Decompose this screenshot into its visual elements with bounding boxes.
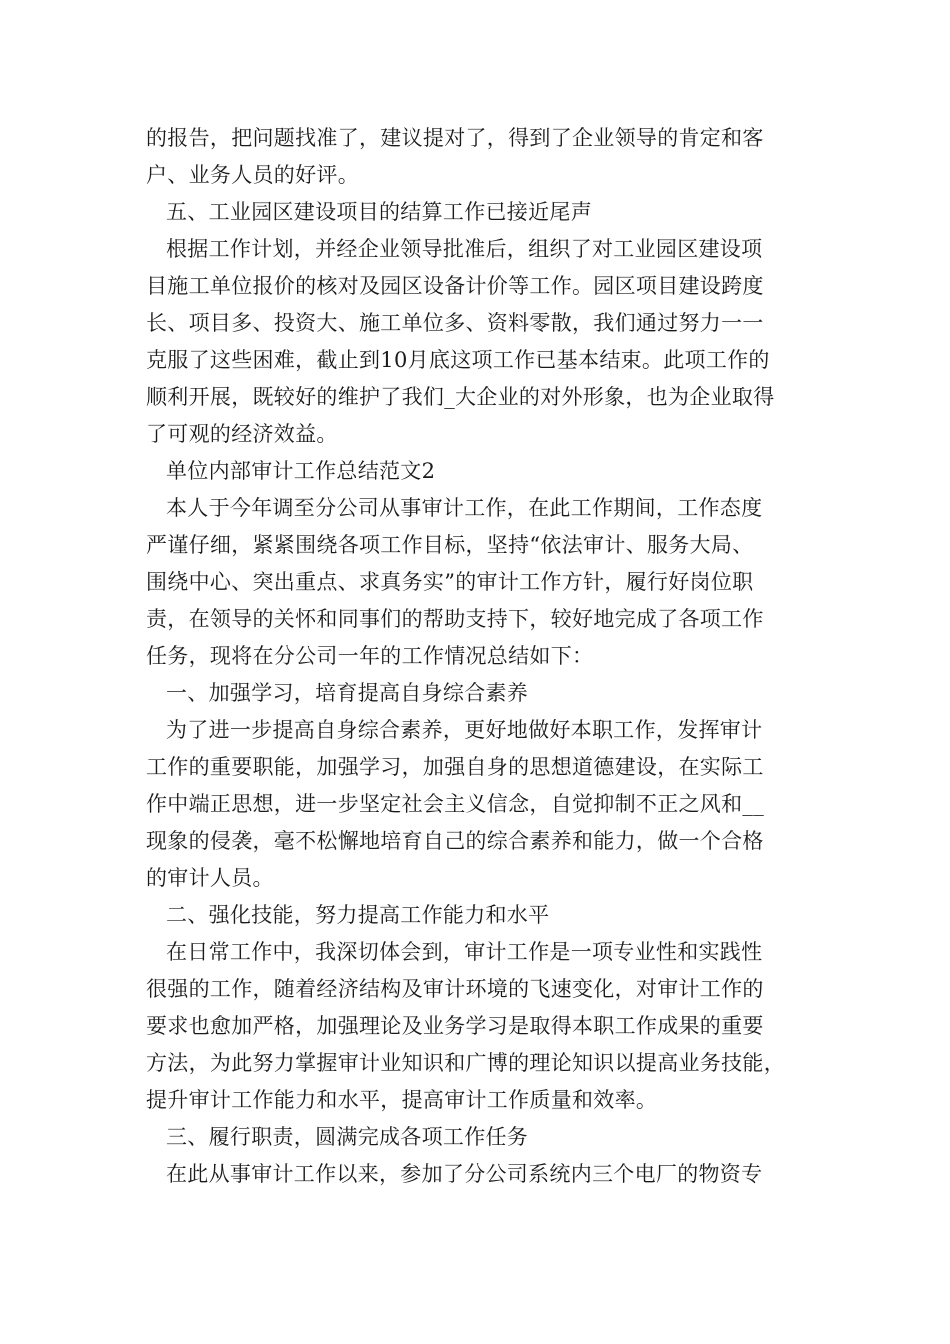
text-line: 本人于今年调至分公司从事审计工作，在此工作期间，工作态度 [166,496,763,520]
text-line: 根据工作计划，并经企业领导批准后，组织了对工业园区建设项 [166,237,763,261]
text-line: 很强的工作，随着经济结构及审计环境的飞速变化，对审计工作的 [146,977,764,1001]
text-line: 在日常工作中，我深切体会到，审计工作是一项专业性和实践性 [166,940,763,964]
text-line: 顺利开展，既较好的维护了我们_大企业的对外形象，也为企业取得 [146,385,775,409]
text-line: 提升审计工作能力和水平，提高审计工作质量和效率。 [146,1088,658,1112]
text-line: 围绕中心、突出重点、求真务实”的审计工作方针，履行好岗位职 [146,570,754,594]
document-title: 单位内部审计工作总结范文2 [166,459,436,483]
text-line: 克服了这些困难，截止到10月底这项工作已基本结束。此项工作的 [146,348,770,372]
text-line: 目施工单位报价的核对及园区设备计价等工作。园区项目建设跨度 [146,274,764,298]
text-line: 长、项目多、投资大、施工单位多、资料零散，我们通过努力一一 [146,311,764,335]
text-line: 严谨仔细，紧紧围绕各项工作目标，坚持“依法审计、服务大局、 [146,533,754,557]
text-line: 方法，为此努力掌握审计业知识和广博的理论知识以提高业务技能， [146,1051,785,1075]
text-line: 作中端正思想，进一步坚定社会主义信念，自觉抑制不正之风和__ [146,792,764,816]
text-line: 现象的侵袭，毫不松懈地培育自己的综合素养和能力，做一个合格 [146,829,764,853]
text-line: 工作的重要职能，加强学习，加强自身的思想道德建设，在实际工 [146,755,764,779]
text-line: 了可观的经济效益。 [146,422,338,446]
section-heading: 一、加强学习，培育提高自身综合素养 [166,681,529,705]
text-line: 为了进一步提高自身综合素养，更好地做好本职工作，发挥审计 [166,718,763,742]
text-line: 户、业务人员的好评。 [146,163,359,187]
text-line: 在此从事审计工作以来，参加了分公司系统内三个电厂的物资专 [166,1162,763,1186]
text-line: 要求也愈加严格，加强理论及业务学习是取得本职工作成果的重要 [146,1014,764,1038]
text-line: 责，在领导的关怀和同事们的帮助支持下，较好地完成了各项工作 [146,607,764,631]
text-line: 的审计人员。 [146,866,274,890]
text-line: 的报告，把问题找准了，建议提对了，得到了企业领导的肯定和客 [146,126,764,150]
text-line: 任务，现将在分公司一年的工作情况总结如下： [146,644,594,668]
section-heading: 三、履行职责，圆满完成各项工作任务 [166,1125,529,1149]
section-heading: 二、强化技能，努力提高工作能力和水平 [166,903,550,927]
section-heading: 五、工业园区建设项目的结算工作已接近尾声 [166,200,592,224]
